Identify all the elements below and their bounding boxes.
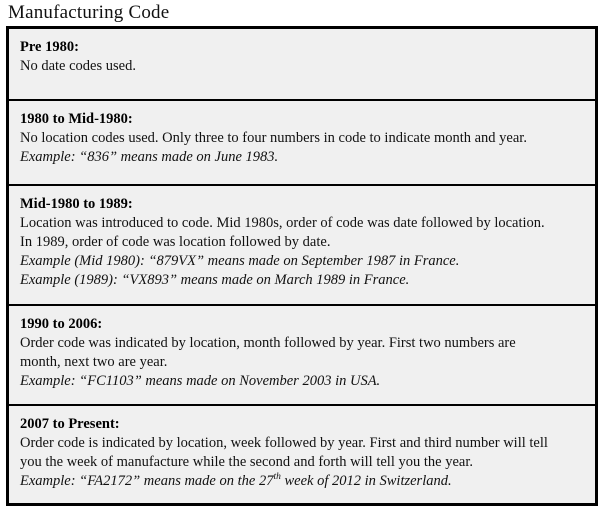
row-heading: Mid-1980 to 1989: [20,196,133,212]
row-line: Location was introduced to code. Mid 1980s, order of code was date followed by location. [20,215,545,231]
row-line: Order code was indicated by location, month followed by year. First two numbers are [20,335,516,351]
row-line: you the week of manufacture while the second and forth will tell you the year. [20,454,473,470]
manufacturing-code-table [6,26,598,506]
row-line: No date codes used. [20,58,136,74]
row-line: Order code is indicated by location, week followed by year. First and third number will tell [20,435,548,451]
row-line-example: Example (Mid 1980): “879VX” means made on September 1987 in France. [20,253,460,269]
row-heading: 1990 to 2006: [20,316,103,332]
row-line-example-superscript [20,472,585,491]
row-line-example: Example (1989): “VX893” means made on March 1989 in France. [20,272,410,288]
row-line-example: Example: “836” means made on June 1983. [20,149,279,165]
table-row [9,101,595,186]
row-line: In 1989, order of code was location followed by date. [20,234,331,250]
row-heading: Pre 1980: [20,39,79,55]
row-heading: 2007 to Present: [20,416,120,432]
table-row [9,406,595,503]
ordinal-suffix: th [273,472,281,483]
example-text-suffix: week of 2012 in Switzerland. [280,473,452,489]
table-row [9,29,595,101]
row-line: month, next two are year. [20,354,168,370]
page-title: Manufacturing Code [8,2,170,23]
table-row [9,186,595,306]
example-text-prefix: Example: “FA2172” means made on the 27 [20,473,274,489]
table-row [9,306,595,406]
row-heading: 1980 to Mid-1980: [20,111,133,127]
row-line: No location codes used. Only three to four numbers in code to indicate month and year. [20,130,527,146]
row-line-example: Example: “FC1103” means made on November 2003 in USA. [20,373,381,389]
